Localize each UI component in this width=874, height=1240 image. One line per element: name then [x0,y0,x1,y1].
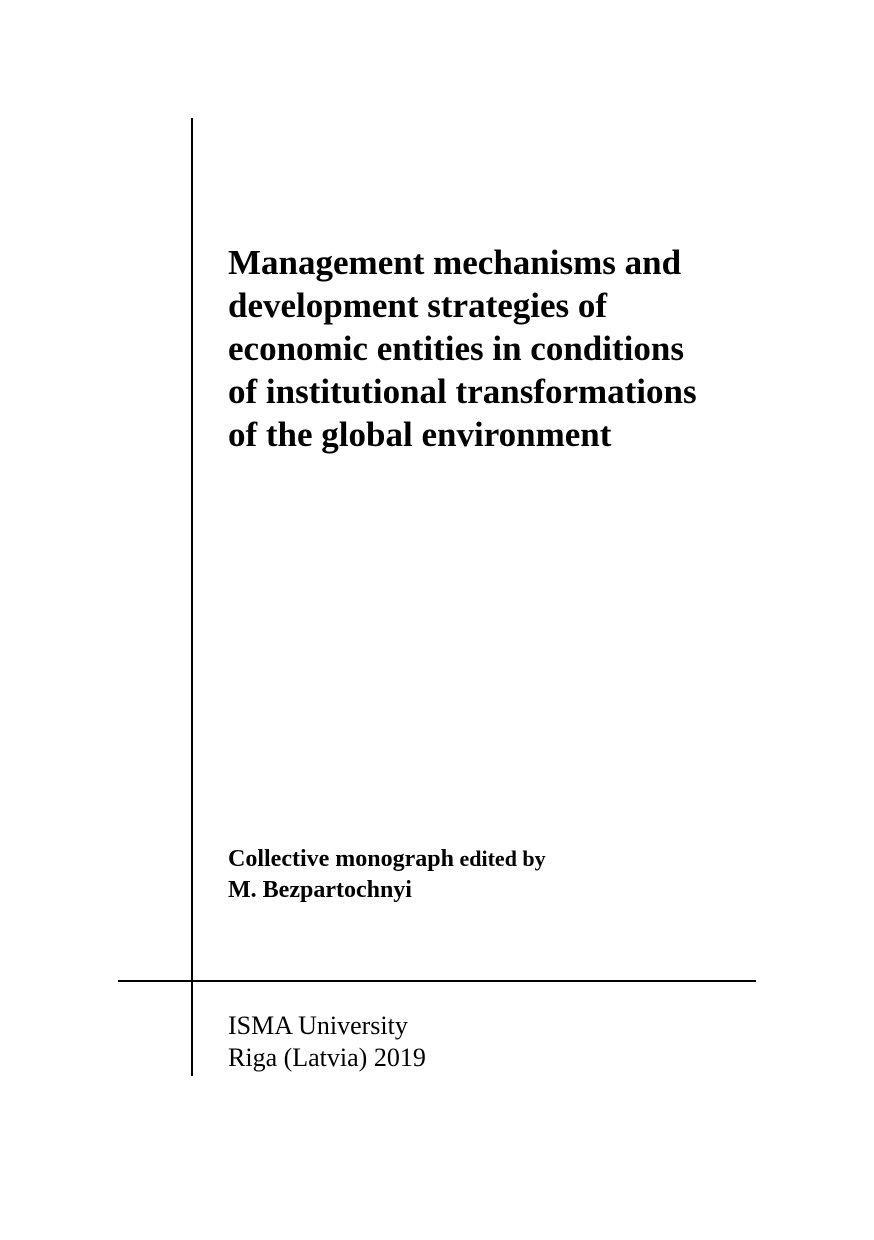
title-line: of the global environment [228,415,612,454]
publisher-name: ISMA University [228,1011,408,1040]
title-line: Management mechanisms and [228,243,682,282]
monograph-type: Collective monograph [228,846,454,872]
horizontal-rule [118,980,756,982]
publication-place-year: Riga (Latvia) 2019 [228,1043,426,1072]
title-line: of institutional transformations [228,372,697,411]
editor-credit [228,843,546,906]
editor-credit-line [228,843,546,875]
vertical-rule [191,118,193,1076]
edited-by-label: edited by [453,846,546,871]
book-title [228,241,788,456]
title-line: development strategies of [228,286,608,325]
publisher-info [228,1010,426,1074]
editor-name: M. Bezpartochnyi [228,877,412,903]
title-line: economic entities in conditions [228,329,684,368]
